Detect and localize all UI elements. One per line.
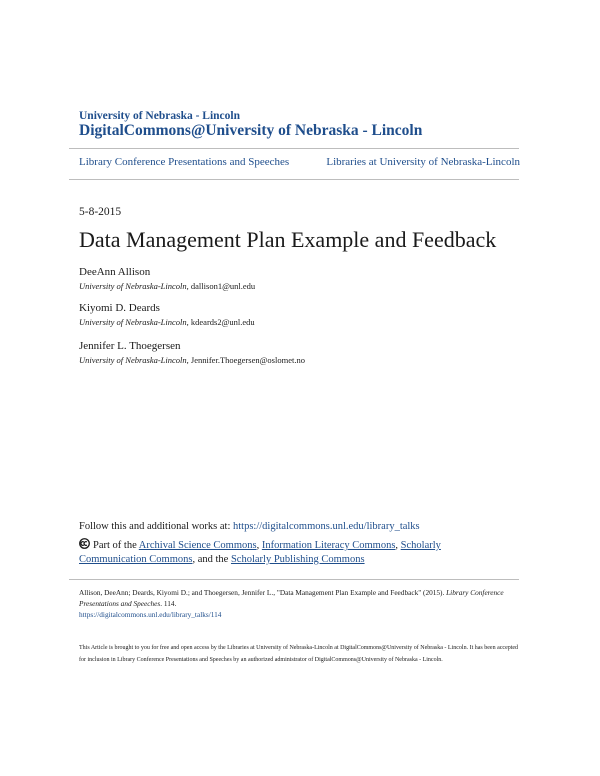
institution-name[interactable]: University of Nebraska - Lincoln xyxy=(79,110,240,122)
separator: , xyxy=(256,540,262,551)
follow-url-link[interactable]: https://digitalcommons.unl.edu/library_talks xyxy=(233,521,420,532)
document-title: Data Management Plan Example and Feedback xyxy=(79,227,497,252)
follow-label: Follow this and additional works at: xyxy=(79,521,233,532)
scholarly-publishing-commons-link[interactable]: Scholarly Publishing Commons xyxy=(230,554,365,565)
citation-number: . 114. xyxy=(160,599,177,608)
author-name: Kiyomi D. Deards xyxy=(79,302,160,314)
follow-line xyxy=(79,521,420,532)
access-notice: This Article is brought to you for free and open access by the Libraries at University of Nebraska-Lincoln at DigitalCommons@University of Nebraska - Lincoln. It has been accepted for inclusion in Library Conference Presentations and Speeches by an authorized administrator of DigitalCommons@University of Nebraska - Lincoln. xyxy=(79,645,519,663)
affiliation-institution: University of Nebraska-Lincoln xyxy=(79,281,187,291)
author-name: Jennifer L. Thoegersen xyxy=(79,340,181,352)
part-of-prefix: Part of the xyxy=(93,540,139,551)
information-literacy-commons-link[interactable]: Information Literacy Commons xyxy=(261,540,396,551)
author-email: , kdeards2@unl.edu xyxy=(186,317,255,327)
citation-text: Allison, DeeAnn; Deards, Kiyomi D.; and Thoegersen, Jennifer L., "Data Management Plan Example and Feedback" (2015). xyxy=(79,588,447,597)
divider-top xyxy=(69,148,519,149)
parent-collection-link[interactable]: Libraries at University of Nebraska-Lincoln xyxy=(326,156,520,168)
scholarly-communication-commons-link[interactable]: Scholarly Communication Commons xyxy=(79,540,441,565)
affiliation-institution: University of Nebraska-Lincoln xyxy=(79,317,187,327)
author-affiliation xyxy=(79,317,255,327)
author-affiliation xyxy=(79,355,305,365)
author-affiliation xyxy=(79,281,255,291)
part-of-commons xyxy=(79,538,479,567)
separator: , xyxy=(395,540,401,551)
collection-link[interactable]: Library Conference Presentations and Speeches xyxy=(79,156,290,168)
creative-commons-icon xyxy=(79,538,90,549)
separator: , and the xyxy=(192,554,231,565)
citation-series: Library Conference Presentations and Speeches xyxy=(79,588,504,608)
divider-citation xyxy=(69,579,519,580)
author-email: , Jennifer.Thoegersen@oslomet.no xyxy=(186,355,305,365)
publication-date: 5-8-2015 xyxy=(79,206,122,218)
affiliation-institution: University of Nebraska-Lincoln xyxy=(79,355,187,365)
citation-url-link[interactable]: https://digitalcommons.unl.edu/library_talks/114 xyxy=(79,610,222,619)
archival-science-commons-link[interactable]: Archival Science Commons xyxy=(138,540,257,551)
divider-bottom xyxy=(69,179,519,180)
author-email: , dallison1@unl.edu xyxy=(186,281,256,291)
repository-name[interactable]: DigitalCommons@University of Nebraska - Lincoln xyxy=(79,122,423,139)
author-name: DeeAnn Allison xyxy=(79,266,151,278)
recommended-citation xyxy=(79,587,519,620)
